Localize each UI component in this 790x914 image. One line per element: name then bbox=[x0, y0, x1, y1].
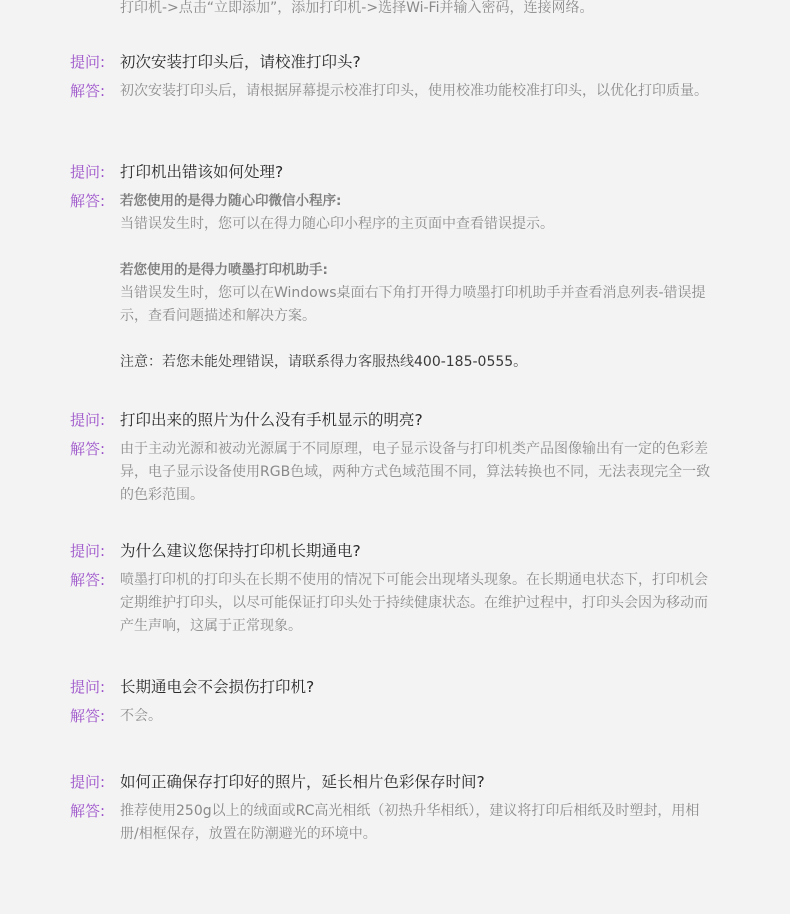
answer-subheading: 若您使用的是得力随心印微信小程序: bbox=[120, 193, 342, 209]
answer-text: 喷墨打印机的打印头在长期不使用的情况下可能会出现堵头现象。在长期通电状态下，打印机会定期维护打印头，以尽可能保证打印头处于持续健康状态。在维护过程中，打印头会因为移动而产生声响，这属于正常现象。 bbox=[120, 572, 708, 634]
question-label: 提问: bbox=[70, 773, 106, 791]
answer-body bbox=[120, 190, 712, 374]
question-text: 为什么建议您保持打印机长期通电? bbox=[120, 542, 361, 560]
question-label: 提问: bbox=[70, 542, 106, 560]
answer-label: 解答: bbox=[70, 802, 106, 820]
answer-text: 不会。 bbox=[120, 708, 162, 724]
question-label: 提问: bbox=[70, 678, 106, 696]
question-text: 打印出来的照片为什么没有手机显示的明亮? bbox=[120, 411, 423, 429]
answer-text: 当错误发生时，您可以在得力随心印小程序的主页面中查看错误提示。 bbox=[120, 216, 554, 232]
lead-text: 打印机->点击“立即添加”，添加打印机->选择Wi-Fi并输入密码，连接网络。 bbox=[120, 0, 594, 16]
question-text: 打印机出错该如何处理? bbox=[120, 163, 284, 181]
answer-label: 解答: bbox=[70, 440, 106, 458]
answer-text: 当错误发生时，您可以在Windows桌面右下角打开得力喷墨打印机助手并查看消息列表-错误提示，查看问题描述和解决方案。 bbox=[120, 285, 706, 324]
answer-label: 解答: bbox=[70, 82, 106, 100]
answer-subheading: 若您使用的是得力喷墨打印机助手: bbox=[120, 262, 328, 278]
answer-text: 初次安装打印头后，请根据屏幕提示校准打印头，使用校准功能校准打印头，以优化打印质量。 bbox=[120, 83, 708, 99]
answer-label: 解答: bbox=[70, 571, 106, 589]
question-label: 提问: bbox=[70, 53, 106, 71]
question-text: 初次安装打印头后，请校准打印头? bbox=[120, 53, 361, 71]
question-label: 提问: bbox=[70, 411, 106, 429]
question-text: 如何正确保存打印好的照片，延长相片色彩保存时间? bbox=[120, 773, 485, 791]
question-label: 提问: bbox=[70, 163, 106, 181]
answer-note: 注意：若您未能处理错误，请联系得力客服热线400-185-0555。 bbox=[120, 354, 528, 370]
answer-text: 推荐使用250g以上的绒面或RC高光相纸（初热升华相纸），建议将打印后相纸及时塑封，用相册/相框保存，放置在防潮避光的环境中。 bbox=[120, 803, 700, 842]
answer-label: 解答: bbox=[70, 707, 106, 725]
question-text: 长期通电会不会损伤打印机? bbox=[120, 678, 315, 696]
answer-label: 解答: bbox=[70, 192, 106, 210]
answer-text: 由于主动光源和被动光源属于不同原理，电子显示设备与打印机类产品图像输出有一定的色彩差异，电子显示设备使用RGB色域，两种方式色域范围不同，算法转换也不同，无法表现完全一致的色彩范围。 bbox=[120, 441, 711, 503]
